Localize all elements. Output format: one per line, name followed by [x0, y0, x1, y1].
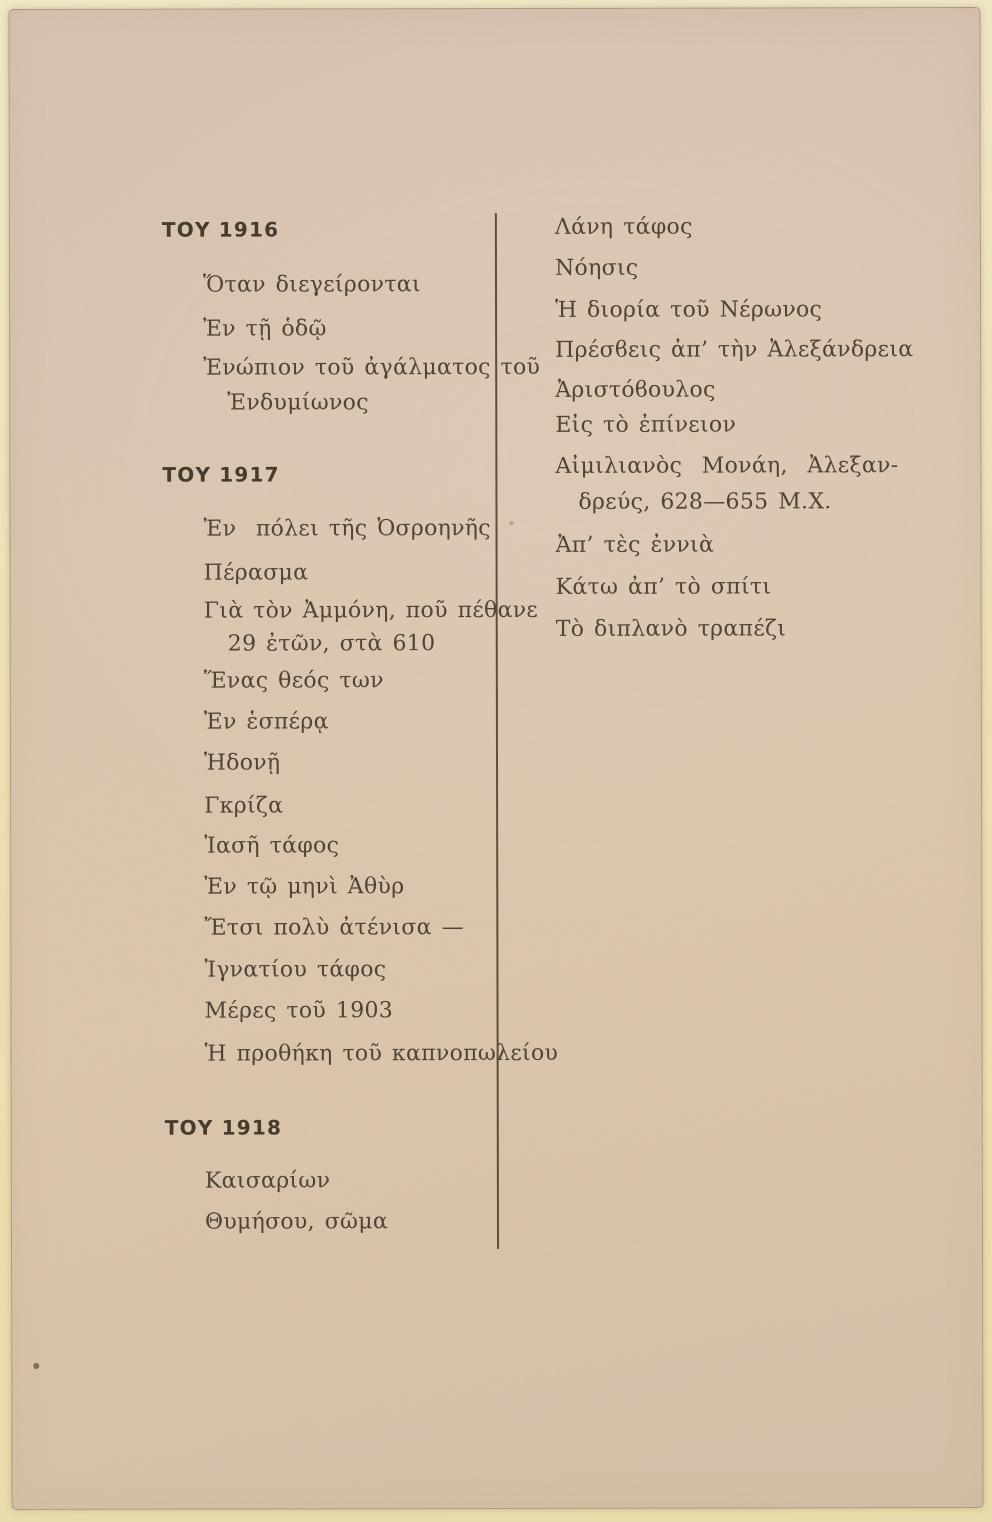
toc-entry: Ἐν τῇ ὁδῷ	[203, 316, 327, 342]
year-heading-1916: ΤΟΥ 1916	[161, 217, 280, 242]
toc-entry: Ἡ διορία τοῦ Νέρωνος	[555, 297, 823, 323]
toc-entry: Ἐν τῷ μηνὶ Ἀθὺρ	[204, 874, 405, 900]
toc-entry: Ὅταν διεγείρονται	[202, 272, 421, 298]
toc-entry: Ἐνώπιον τοῦ ἀγάλματος τοῦ	[203, 354, 541, 381]
toc-entry: Ἡ προθήκη τοῦ καπνοπωλείου	[204, 1040, 559, 1067]
toc-entry: Μέρες τοῦ 1903	[204, 998, 394, 1024]
book-page	[8, 7, 983, 1510]
toc-entry: Νόησις	[554, 255, 639, 281]
toc-entry-wrap: δρεύς, 628—655 Μ.Χ.	[578, 489, 832, 515]
toc-entry: Λάνη τάφος	[554, 214, 693, 240]
toc-entry-wrap: Ἐνδυμίωνος	[227, 390, 369, 416]
toc-entry: Ἐν πόλει τῆς Ὀσροηνῆς	[203, 516, 491, 542]
toc-entry: Ἰγνατίου τάφος	[204, 957, 387, 983]
toc-entry: Πρέσϐεις ἀπ’ τὴν Ἀλεξάνδρεια	[555, 337, 914, 363]
toc-entry: Ἀπ’ τὲς ἐννιὰ	[555, 532, 715, 558]
toc-entry: Εἰς τὸ ἐπίνειον	[555, 412, 737, 438]
toc-entry: Ἀριστόϐουλος	[555, 377, 716, 403]
paper-speck	[33, 1363, 39, 1369]
toc-entry: Πέρασμα	[203, 560, 309, 586]
toc-entry: Ἕνας θεός των	[203, 668, 384, 694]
toc-entry: Τὸ διπλανὸ τραπέζι	[555, 616, 787, 642]
toc-entry: Ἐν ἑσπέρᾳ	[203, 709, 329, 735]
toc-entry: Γιὰ τὸν Ἀμμόνη, ποῦ πέθανε	[203, 597, 539, 624]
year-heading-1917: ΤΟΥ 1917	[162, 462, 280, 487]
toc-entry: Ἡδονῇ	[203, 750, 281, 776]
toc-entry: Θυμήσου, σῶμα	[204, 1209, 389, 1235]
toc-entry: Κάτω ἀπ’ τὸ σπίτι	[555, 574, 772, 600]
toc-entry: Αἰμιλιανὸς Μονάη, Ἀλεξαν-	[555, 453, 899, 479]
paper-speck	[510, 521, 514, 525]
toc-entry-wrap: 29 ἐτῶν, στὰ 610	[227, 631, 436, 657]
toc-entry: Ἔτσι πολὺ ἀτένισα —	[204, 915, 464, 941]
year-heading-1918: ΤΟΥ 1918	[164, 1115, 283, 1140]
toc-entry: Ἰασῆ τάφος	[204, 833, 340, 859]
toc-entry: Καισαρίων	[204, 1168, 331, 1194]
toc-entry: Γκρίζα	[204, 793, 284, 819]
